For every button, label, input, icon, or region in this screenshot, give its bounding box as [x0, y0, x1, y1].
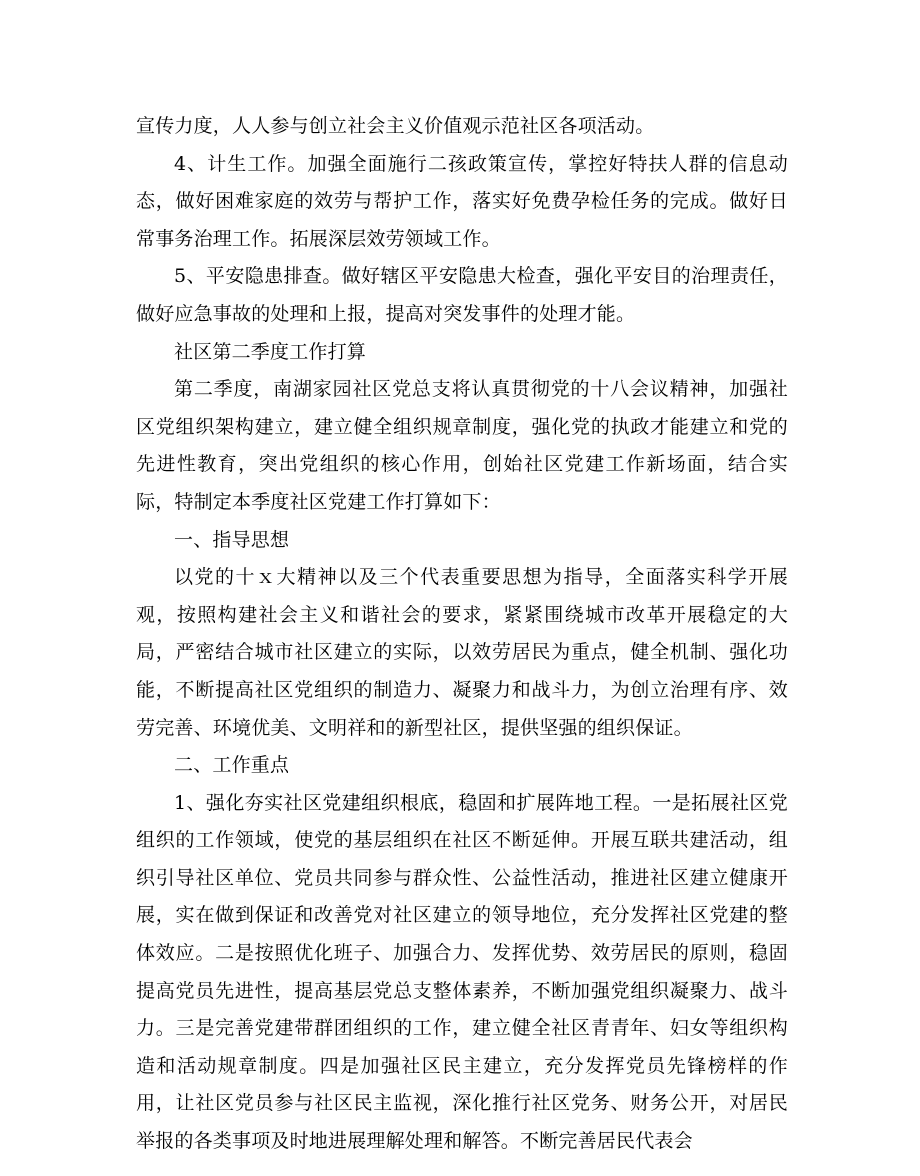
heading-work-focus: 二、工作重点: [174, 754, 290, 777]
heading-guiding-thought: 一、指导思想: [174, 528, 290, 551]
paragraph-intro: 第二季度，南湖家园社区党总支将认真贯彻党的十八会议精神，加强社区党组织架构建立，建立健全组织规章制度，强化党的执政才能建立和党的先进性教育，突出党组织的核心作用，创始社区党建工作新场面，结合实际，特制定本季度社区党建工作打算如下：: [136, 378, 788, 513]
paragraph-family-planning: 4、计生工作。加强全面施行二孩政策宣传，掌控好特扶人群的信息动态，做好困难家庭的效劳与帮护工作，落实好免费孕检任务的完成。做好日常事务治理工作。拓展深层效劳领域工作。: [136, 152, 788, 250]
paragraph-safety-inspection: 5、平安隐患排查。做好辖区平安隐患大检查，强化平安目的治理责任，做好应急事故的处理和上报，提高对突发事件的处理才能。: [136, 265, 788, 325]
document-page: [136, 108, 788, 1161]
paragraph-work-focus: 1、强化夯实社区党建组织根底，稳固和扩展阵地工程。一是拓展社区党组织的工作领域，使党的基层组织在社区不断延伸。开展互联共建活动，组织引导社区单位、党员共同参与群众性、公益性活动，推进社区建立健康开展，实在做到保证和改善党对社区建立的领导地位，充分发挥社区党建的整体效应。二是按照优化班子、加强合力、发挥优势、效劳居民的原则，稳固提高党员先进性，提高基层党总支整体素养，不断加强党组织凝聚力、战斗力。三是完善党建带群团组织的工作，建立健全社区青青年、妇女等组织构造和活动规章制度。四是加强社区民主建立，充分发挥党员先锋榜样的作用，让社区党员参与社区民主监视，深化推行社区党务、财务公开，对居民举报的各类事项及时地进展理解处理和解答。不断完善居民代表会: [136, 791, 788, 1153]
paragraph-continuation: 宣传力度，人人参与创立社会主义价值观示范社区各项活动。: [136, 115, 655, 137]
section-title: 社区第二季度工作打算: [174, 340, 367, 363]
paragraph-guiding-thought: 以党的十ｘ大精神以及三个代表重要思想为指导，全面落实科学开展观，按照构建社会主义和谐社会的要求，紧紧围绕城市改革开展稳定的大局，严密结合城市社区建立的实际，以效劳居民为重点，健全机制、强化功能，不断提高社区党组织的制造力、凝聚力和战斗力，为创立治理有序、效劳完善、环境优美、文明祥和的新型社区，提供坚强的组织保证。: [136, 566, 788, 739]
